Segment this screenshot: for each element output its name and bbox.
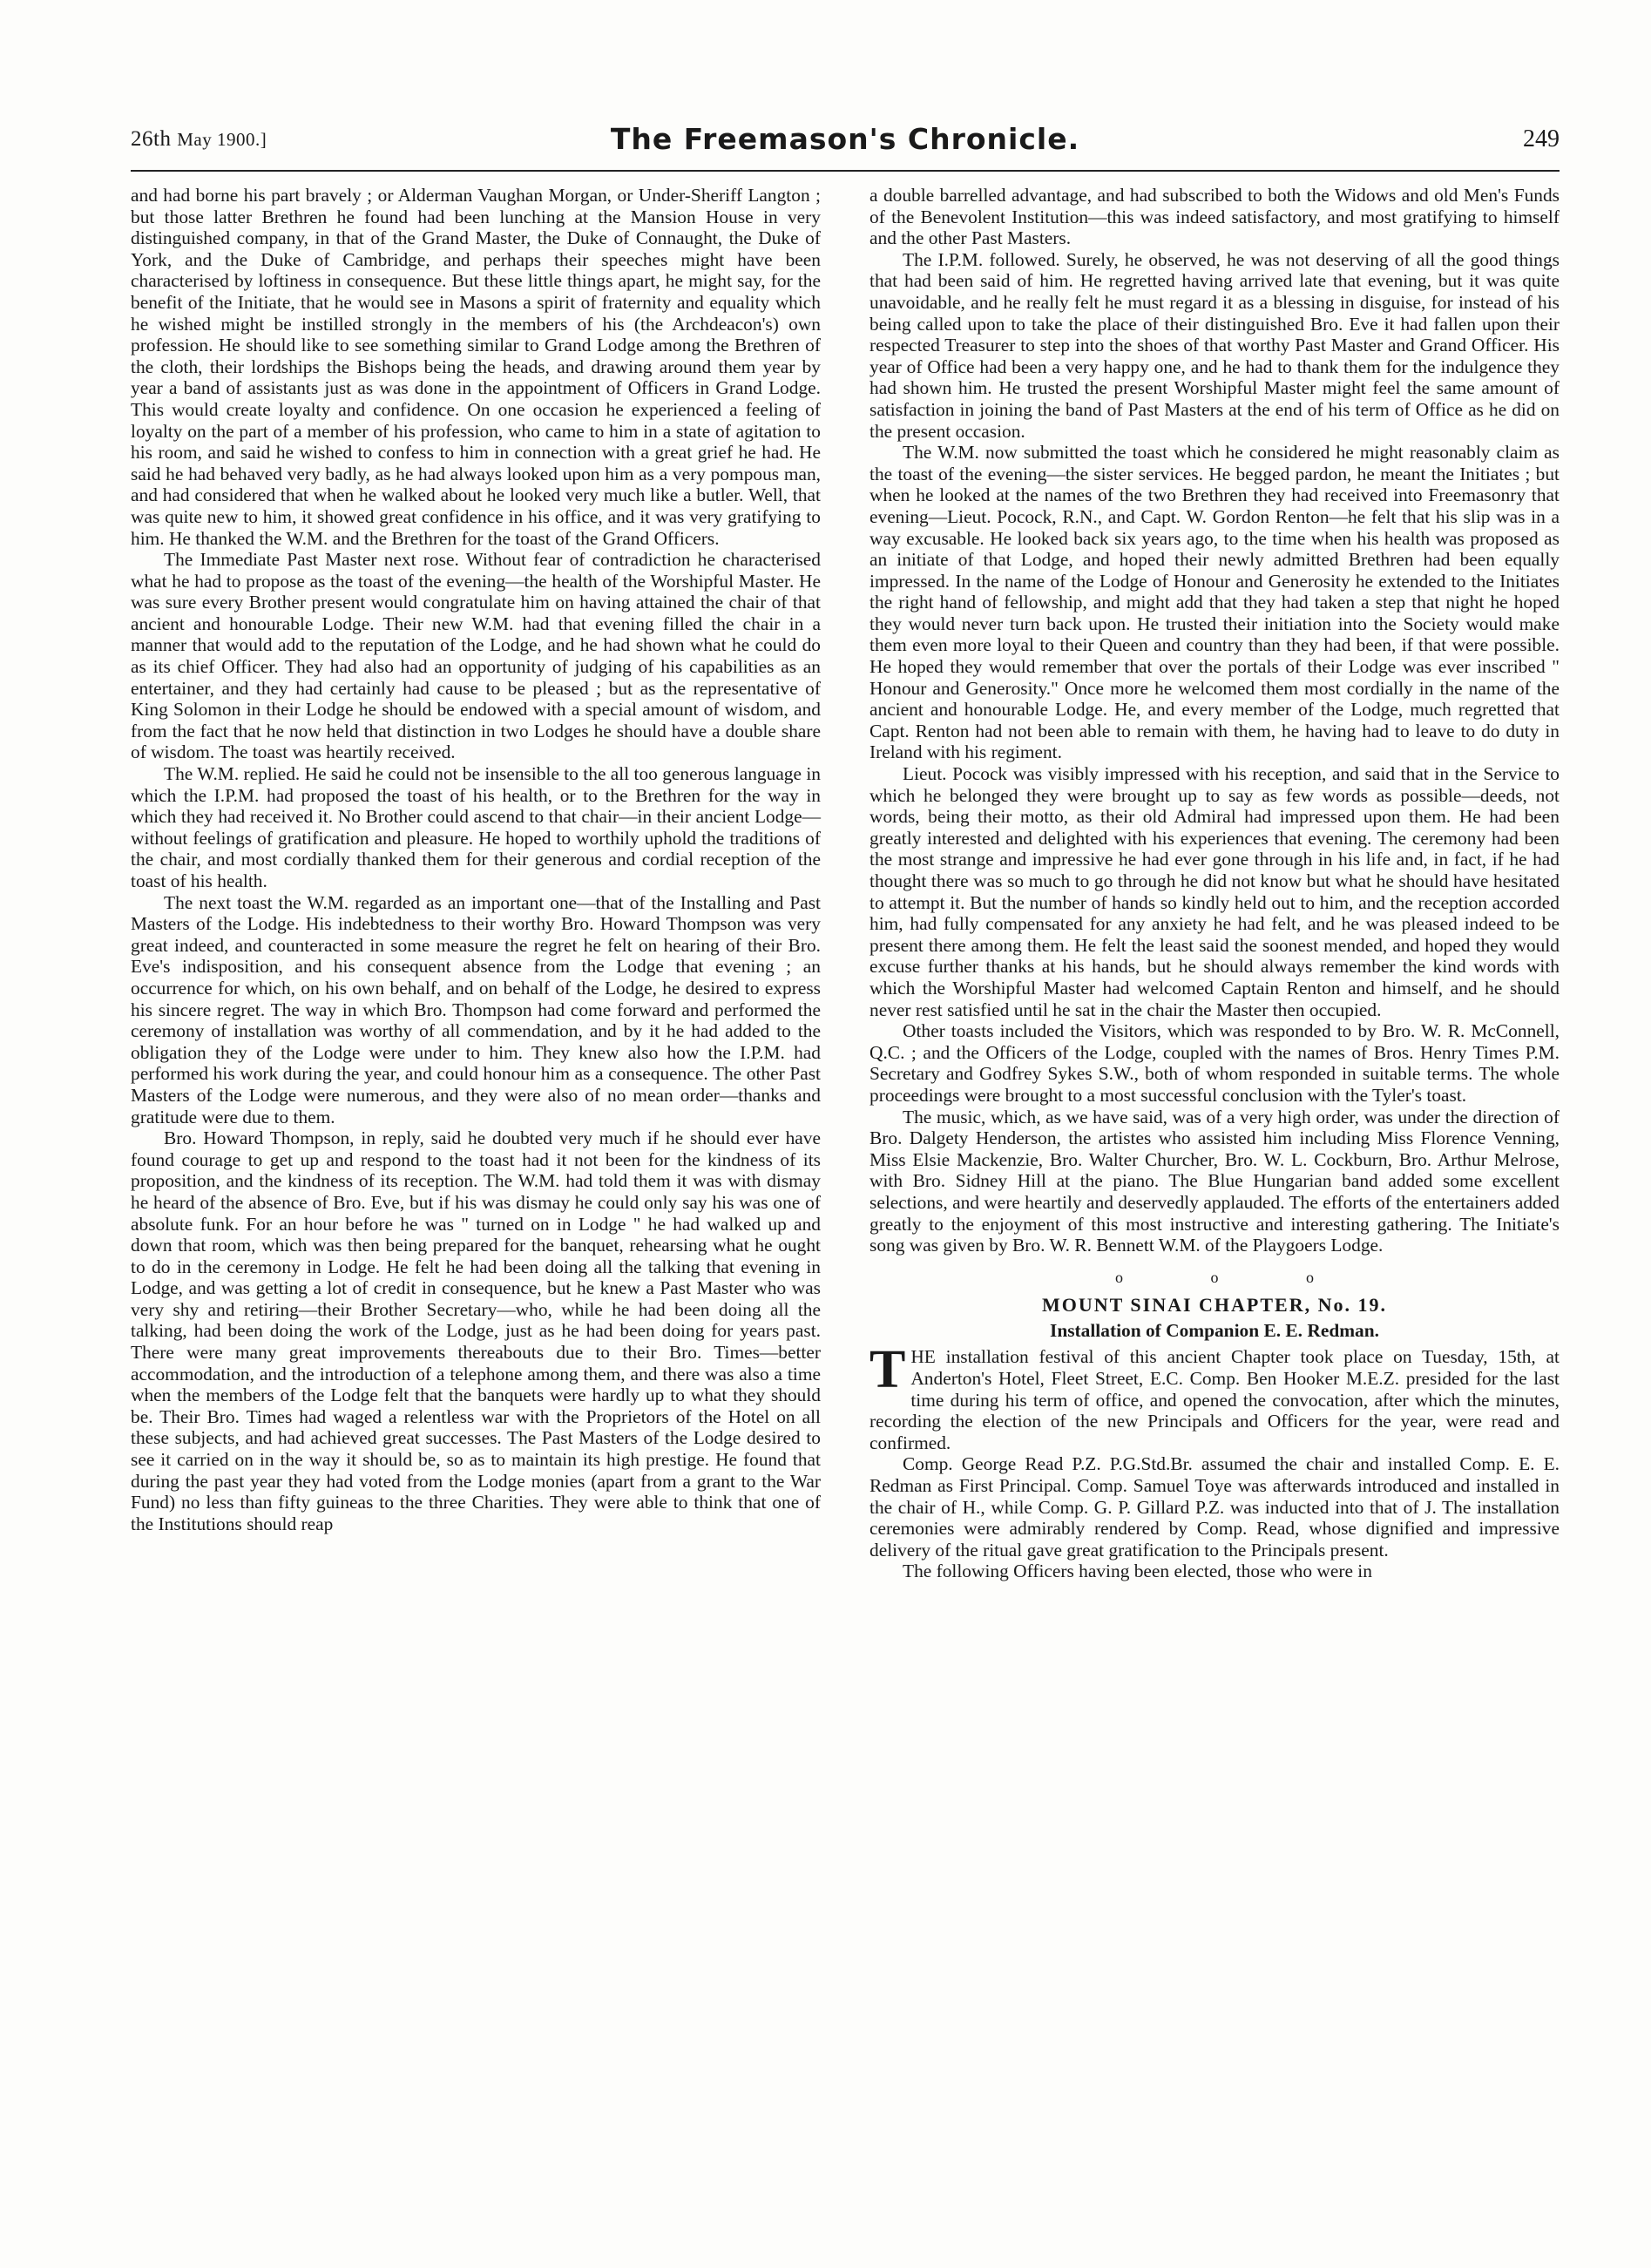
right-paragraph: The following Officers having been elected, those who were in <box>903 1561 1372 1582</box>
issue-date-rest: May 1900.] <box>177 129 267 150</box>
first-paragraph-text: HE installation festival of this ancient Chapter took place on Tuesday, 15th, at Anderton's Hotel, Fleet Street, E.C. Comp. Ben Hooker M.E.Z. presided for the last time during his term of office, and opened the convocation, after which the minutes, recording the election of the new Principals and Officers for the year, were read and confirmed. <box>869 1346 1560 1453</box>
right-paragraph: The music, which, as we have said, was of a very high order, was under the direction of Bro. Dalgety Henderson, the artistes who assisted him including Miss Florence Venning, Miss Elsie Mackenzie, Bro. Walter Churcher, Bro. W. L. Cockburn, Bro. Arthur Melrose, with Bro. Sidney Hill at the piano. The Blue Hungarian band added some excellent selections, and were heartily and deservedly applauded. The efforts of the entertainers added greatly to the enjoyment of this most instructive and interesting gathering. The Initiate's song was given by Bro. W. R. Bennett W.M. of the Playgoers Lodge. <box>869 1106 1560 1256</box>
publication-title: The Freemason's Chronicle. <box>610 122 1080 156</box>
left-paragraph: Bro. Howard Thompson, in reply, said he doubted very much if he should ever have found courage to get up and respond to the toast had it not been for the kindness of its proposition, and the kindness of its reception. The W.M. had told them it was with dismay he heard of the absence of Bro. Eve, but if his was dismay he could only say his was one of absolute funk. For an hour before he was " turned on in Lodge " he had walked up and down that room, which was then being prepared for the banquet, rehearsing what he ought to do in the ceremony in Lodge. He felt he had been doing all the talking that evening in Lodge, and was getting a lot of credit in consequence, but he knew a Past Master who was very shy and retiring—their Brother Secretary—who, while he had been doing all the talking, had been doing the work of the Lodge, just as he had been doing for years past. There were many great improvements thereabouts due to their Bro. Times—better accommodation, and the introduction of a telephone among them, and there was also a time when the members of the Lodge felt that the banquets were hardly up to what they should be. Their Bro. Times had waged a relentless war with the Proprietors of the Hotel on all these subjects, and had achieved great successes. The Past Masters of the Lodge desired to see it carried on in the way it should be, so as to maintain its high prestige. He found that during the past year they had voted from the Lodge monies (apart from a grant to the War Fund) no less than fifty guineas to the three Charities. They were able to think that one of the Institutions should reap <box>131 1127 821 1534</box>
right-paragraph: Other toasts included the Visitors, which was responded to by Bro. W. R. McConnell, Q.C. ; and the Officers of the Lodge, coupled with the names of Bros. Henry Times P.M. Secretary and Godfrey Sykes S.W., both of whom responded in suitable terms. The whole proceedings were brought to a most successful conclusion with the Tyler's toast. <box>869 1020 1560 1106</box>
header-rule <box>131 170 1560 172</box>
section-heading: MOUNT SINAI CHAPTER, No. 19. <box>1041 1294 1387 1317</box>
right-column <box>869 185 1560 1582</box>
right-paragraph: The W.M. now submitted the toast which he considered he might reasonably claim as the toast of the evening—the sister services. He begged pardon, he meant the Initiates ; but when he looked at the names of the two Brethren they had received into Freemasonry that evening—Lieut. Pocock, R.N., and Capt. W. Gordon Renton—he felt that his slip was in a way excusable. He looked back six years ago, to the time when his health was proposed as an initiate of that Lodge, and hoped their newly admitted Brethren had been equally impressed. In the name of the Lodge of Honour and Generosity he extended to the Initiates the right hand of fellowship, and might add that they had taken a step that night he hoped they would never turn back upon. He trusted their initiation into the Society would make them even more loyal to their Queen and country than they had been, if that were possible. He hoped they would remember that over the portals of their Lodge was ever inscribed " Honour and Generosity." Once more he welcomed them most cordially in the name of the ancient and honourable Lodge. He, and every member of the Lodge, much regretted that Capt. Renton had not been able to remain with them, he having had to leave to do duty in Ireland with his regiment. <box>869 442 1560 763</box>
right-paragraph: a double barrelled advantage, and had subscribed to both the Widows and old Men's Funds of the Benevolent Institution—this was indeed satisfactory, and most gratifying to himself and the other Past Masters. <box>869 185 1560 249</box>
left-paragraph: The W.M. replied. He said he could not be insensible to the all too generous language in which the I.P.M. had proposed the toast of his health, or to the Brethren for the way in which they had received it. No Brother could ascend to that chair—in their ancient Lodge—without feelings of gratification and pleasure. He hoped to worthily uphold the traditions of the chair, and most cordially thanked them for their generous and cordial reception of the toast of his health. <box>131 763 821 891</box>
left-paragraph: The Immediate Past Master next rose. Without fear of contradiction he characterised what he had to propose as the toast of the evening—the health of the Worshipful Master. He was sure every Brother present would congratulate him on having attained the chair of that ancient and honourable Lodge. Their new W.M. had that evening filled the chair in a manner that would add to the reputation of the Lodge, and he had shown what he could do as its chief Officer. They had also had an opportunity of judging of his capabilities as an entertainer, and they had certainly had cause to be pleased ; but as the representative of King Solomon in their Lodge he should be endowed with a special amount of wisdom, and from the fact that he now held that distinction in two Lodges he should have a double share of wisdom. The toast was heartily received. <box>131 549 821 763</box>
left-column <box>131 185 821 1534</box>
chapter-first-paragraph <box>869 1340 1560 1453</box>
left-paragraph: The next toast the W.M. regarded as an important one—that of the Installing and Past Masters of the Lodge. His indebtedness to their worthy Bro. Howard Thompson was very great indeed, and counteracted in some measure the regret he felt on hearing of their Bro. Eve's indisposition, and his consequent absence from the Lodge that evening ; an occurrence for which, on his own behalf, and on behalf of the Lodge, he desired to express his sincere regret. The way in which Bro. Thompson had come forward and performed the ceremony of installation was worthy of all commendation, and by it he had added to the obligation they of the Lodge were under to him. They knew also how the I.P.M. had performed his work during the year, and could honour him as a consequence. The other Past Masters of the Lodge were numerous, and they were also of no mean order—thanks and gratitude were due to them. <box>131 891 821 1127</box>
right-paragraph: The I.P.M. followed. Surely, he observed, he was not deserving of all the good things that had been said of him. He regretted having arrived late that evening, but it was quite unavoidable, and he really felt he must regard it as a blessing in disguise, for instead of his being called upon to take the place of their distinguished Bro. Eve it had fallen upon their respected Treasurer to step into the shoes of that worthy Past Master and Grand Officer. His year of Office had been a very happy one, and he had to thank them for the indulgence they had shown him. He trusted the present Worshipful Master might feel the same amount of satisfaction in joining the band of Past Masters at the end of his term of Office as he did on the present occasion. <box>869 248 1560 442</box>
drop-cap: T <box>869 1340 906 1400</box>
section-subheading: Installation of Companion E. E. Redman. <box>1050 1319 1379 1341</box>
section-separator: o o o <box>1115 1268 1356 1286</box>
issue-date-day: 26th <box>131 127 172 151</box>
left-paragraph: and had borne his part bravely ; or Alderman Vaughan Morgan, or Under-Sheriff Langton ; but those latter Brethren he found had been lunching at the Mansion House in very distinguished company, in that of the Grand Master, the Duke of Connaught, the Duke of York, and the Duke of Cambridge, and perhaps their speeches might have been characterised by loftiness in consequence. But these little things apart, he might say, for the benefit of the Initiate, that he would see in Masons a spirit of fraternity and equality which he wished might be instilled strongly in the members of his (the Archdeacon's) own profession. He should like to see something similar to Grand Lodge among the Brethren of the cloth, their lordships the Bishops being the heads, and drawing around them year by year a band of assistants just as was done in the appointment of Officers in Grand Lodge. This would create loyalty and confidence. On one occasion he experienced a feeling of loyalty on the part of a member of his profession, who came to him in a state of agitation to his room, and said he wished to confess to him in connection with a great grief he had. He said he had behaved very badly, as he had always looked upon him as a very pompous man, and had considered that when he walked about he looked very much like a butler. Well, that was quite new to him, it showed great confidence in his office, and it was very gratifying to him. He thanked the W.M. and the Brethren for the toast of the Grand Officers. <box>131 185 821 549</box>
right-paragraph: Comp. George Read P.Z. P.G.Std.Br. assumed the chair and installed Comp. E. E. Redman as First Principal. Comp. Samuel Toye was afterwards introduced and installed in the chair of H., while Comp. G. P. Gillard P.Z. was inducted into that of J. The installation ceremonies were admirably rendered by Comp. Read, whose dignified and impressive delivery of the ritual gave great gratification to the Principals present. <box>869 1453 1560 1561</box>
right-paragraph: Lieut. Pocock was visibly impressed with his reception, and said that in the Service to which he belonged they were brought up to say as few words as possible—deeds, not words, being their motto, as their old Admiral had impressed upon them. He had been greatly interested and delighted with his experiences that evening. The ceremony had been the most strange and impressive he had ever gone through in his life and, in fact, if he had thought there was so much to go through he did not know but what he should have hesitated to attempt it. But the number of hands so kindly held out to him, and the reception accorded him, had fully compensated for any anxiety he had felt, and he was pleased indeed to be present there among them. He felt the least said the soonest mended, and hoped they would excuse further thanks at his hands, but he should always remember the kind words with which the Worshipful Master had welcomed Captain Renton and himself, and he should never rest satisfied until he sat in the chair the Master then occupied. <box>869 763 1560 1020</box>
page-header <box>131 122 1560 164</box>
page-number: 249 <box>1523 125 1560 152</box>
